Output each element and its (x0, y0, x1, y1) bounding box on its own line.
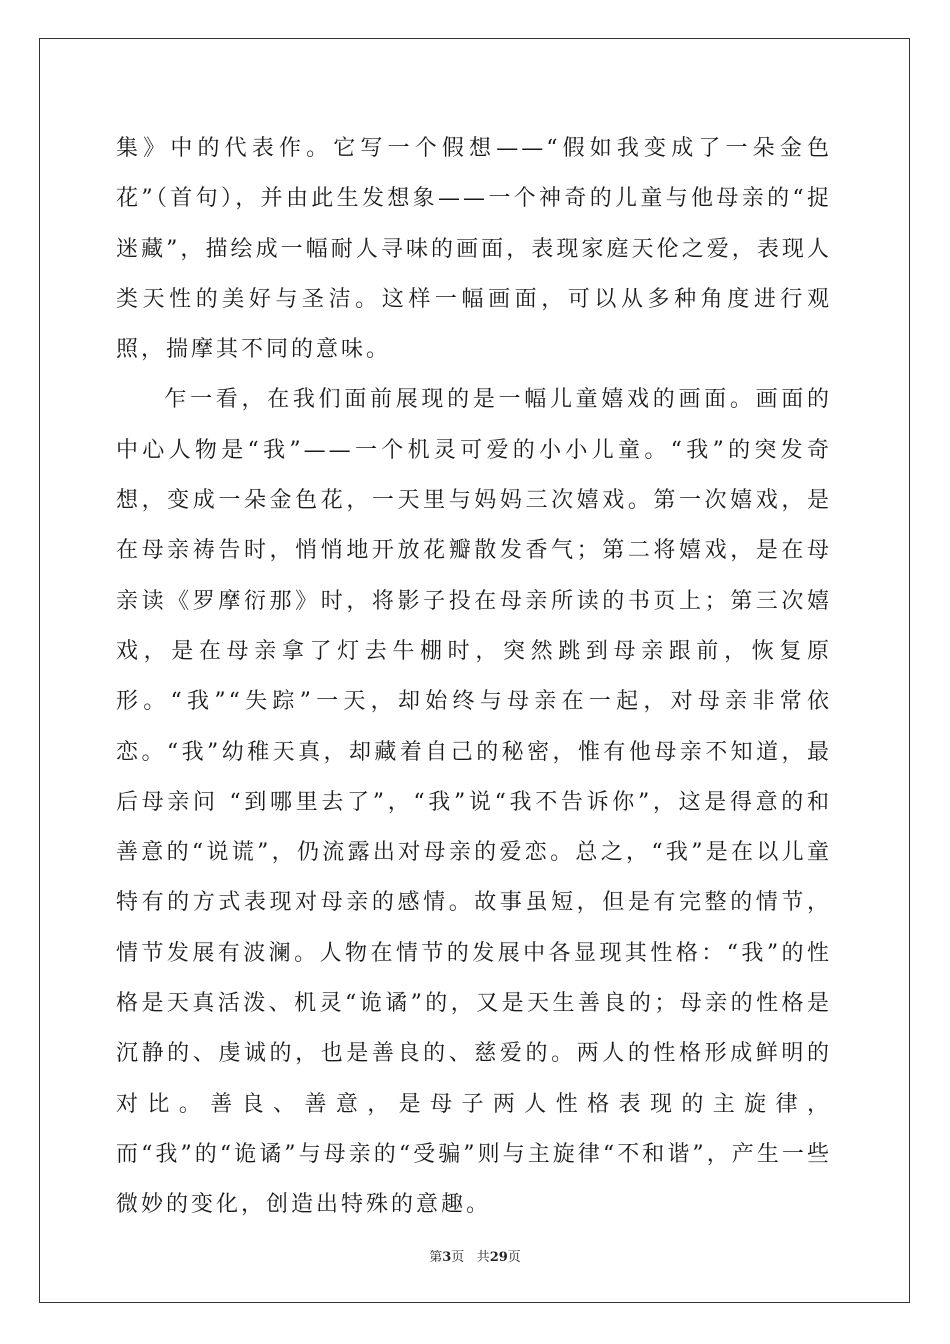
paragraph-1: 集》中的代表作。它写一个假想——“假如我变成了一朵金色花”（首句），并由此生发想象——一个神奇的儿童与他母亲的“捉迷藏”，描绘成一幅耐人寻味的画面，表现家庭天伦之爱，表现人类天性的美好与圣洁。这样一幅画面，可以从多种角度进行观照，揣摩其不同的意味。 (116, 136, 832, 363)
document-body (116, 124, 832, 1231)
total-prefix: 共 (476, 1250, 490, 1265)
page-prefix: 第 (429, 1250, 443, 1265)
total-suffix: 页 (507, 1250, 521, 1265)
page-suffix: 页 (451, 1250, 465, 1265)
page-number: 3 (442, 1250, 452, 1265)
page-footer (0, 1246, 950, 1265)
total-pages: 29 (489, 1250, 508, 1265)
paragraph-2: 乍一看，在我们面前展现的是一幅儿童嬉戏的画面。画面的中心人物是“我”——一个机灵可爱的小小儿童。“我”的突发奇想，变成一朵金色花，一天里与妈妈三次嬉戏。第一次嬉戏，是在母亲祷告时，悄悄地开放花瓣散发香气；第二将嬉戏，是在母亲读《罗摩衍那》时，将影子投在母亲所读的书页上；第三次嬉戏，是在母亲拿了灯去牛棚时，突然跳到母亲跟前，恢复原形。“我”“失踪”一天，却始终与母亲在一起，对母亲非常依恋。“我”幼稚天真，却藏着自己的秘密，惟有他母亲不知道，最后母亲问 “到哪里去了”，“我”说“我不告诉你”，这是得意的和善意的“说谎”，仍流露出对母亲的爱恋。总之，“我”是在以儿童特有的方式表现对母亲的感情。故事虽短，但是有完整的情节，情节发展有波澜。人物在情节的发展中各显现其性格：“我”的性格是天真活泼、机灵“诡谲”的，又是天生善良的；母亲的性格是沉静的、虔诚的，也是善良的、慈爱的。两人的性格形成鲜明的对比。善良、善意，是母子两人性格表现的主旋律，而“我”的“诡谲”与母亲的“受骗”则与主旋律“不和谐”，产生一些微妙的变化，创造出特殊的意趣。 (116, 387, 832, 1218)
